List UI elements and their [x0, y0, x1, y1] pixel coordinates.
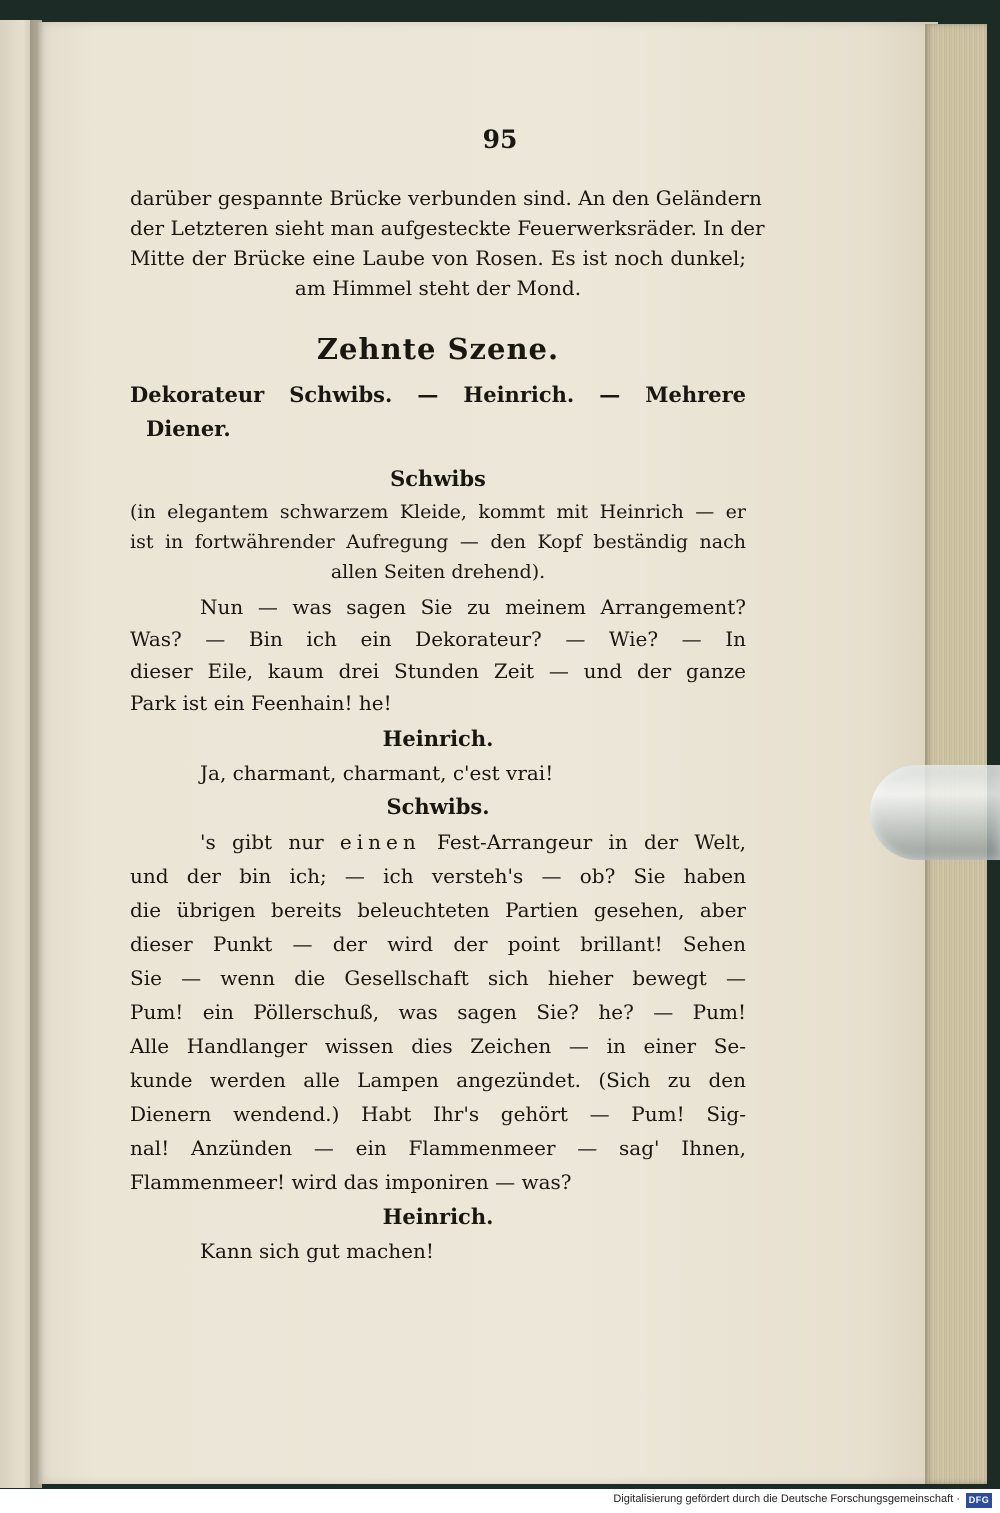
- dfg-logo: DFG: [966, 1493, 992, 1508]
- speech-line: [200, 827, 746, 857]
- speaker-name: Heinrich.: [382, 726, 494, 751]
- speech-line: Dienern wendend.) Habt Ihr's gehört — Pum! Sig-: [130, 1102, 746, 1126]
- speech-line: Ja, charmant, charmant, c'est vrai!: [200, 761, 554, 785]
- speech-line: Alle Handlanger wissen dies Zeichen — in einer Se-: [130, 1034, 746, 1058]
- speaker-name: Schwibs.: [386, 794, 490, 819]
- speech-line: und der bin ich; — ich versteh's — ob? Sie haben: [130, 864, 746, 888]
- speech-line: kunde werden alle Lampen angezündet. (Sich zu den: [130, 1068, 746, 1092]
- speech-line: Sie — wenn die Gesellschaft sich hieher bewegt —: [130, 966, 746, 990]
- bookmark-clip: [870, 765, 1000, 860]
- emphasized-word: einen: [339, 830, 421, 854]
- speech-line: Was? — Bin ich ein Dekorateur? — Wie? — In: [130, 627, 746, 651]
- scene-title: Zehnte Szene.: [316, 332, 560, 366]
- stage-direction: (in elegantem schwarzem Kleide, kommt mit Heinrich — er: [130, 501, 746, 523]
- speaker-name: Heinrich.: [382, 1204, 494, 1229]
- speech-line: Park ist ein Feenhain! he!: [130, 691, 392, 715]
- speech-line: Flammenmeer! wird das imponiren — was?: [130, 1170, 572, 1194]
- funding-credit: Digitalisierung gefördert durch die Deutsche Forschungsgemeinschaft ·: [613, 1493, 960, 1505]
- page-number: 95: [482, 125, 518, 154]
- text-line: am Himmel steht der Mond.: [294, 276, 582, 300]
- speech-line: Kann sich gut machen!: [200, 1239, 434, 1263]
- stage-direction: allen Seiten drehend).: [330, 561, 546, 583]
- speech-text: Fest-Arrangeur in der Welt,: [420, 830, 746, 854]
- speech-text: 's gibt nur: [200, 830, 340, 854]
- cast-list-continued: Diener.: [146, 416, 231, 441]
- speech-line: Pum! ein Pöllerschuß, was sagen Sie? he? — Pum!: [130, 1000, 746, 1024]
- stage-direction: ist in fortwährender Aufregung — den Kopf beständig nach: [130, 531, 746, 553]
- speech-line: nal! Anzünden — ein Flammenmeer — sag' Ihnen,: [130, 1136, 746, 1160]
- speech-line: dieser Punkt — der wird der point brillant! Sehen: [130, 932, 746, 956]
- speech-line: die übrigen bereits beleuchteten Partien gesehen, aber: [130, 898, 746, 922]
- speech-line: dieser Eile, kaum drei Stunden Zeit — und der ganze: [130, 659, 746, 683]
- text-line: darüber gespannte Brücke verbunden sind. An den Geländern: [130, 186, 762, 210]
- text-line: Mitte der Brücke eine Laube von Rosen. Es ist noch dunkel;: [130, 246, 746, 270]
- footer-bar: [0, 1489, 1000, 1513]
- text-line: der Letzteren sieht man aufgesteckte Feuerwerksräder. In der: [130, 216, 765, 240]
- page-edges: [925, 24, 987, 1484]
- speech-line: Nun — was sagen Sie zu meinem Arrangement?: [200, 595, 746, 619]
- speaker-name: Schwibs: [390, 466, 486, 491]
- book-gutter: [30, 20, 44, 1488]
- cast-list: Dekorateur Schwibs. — Heinrich. — Mehrere: [130, 382, 746, 407]
